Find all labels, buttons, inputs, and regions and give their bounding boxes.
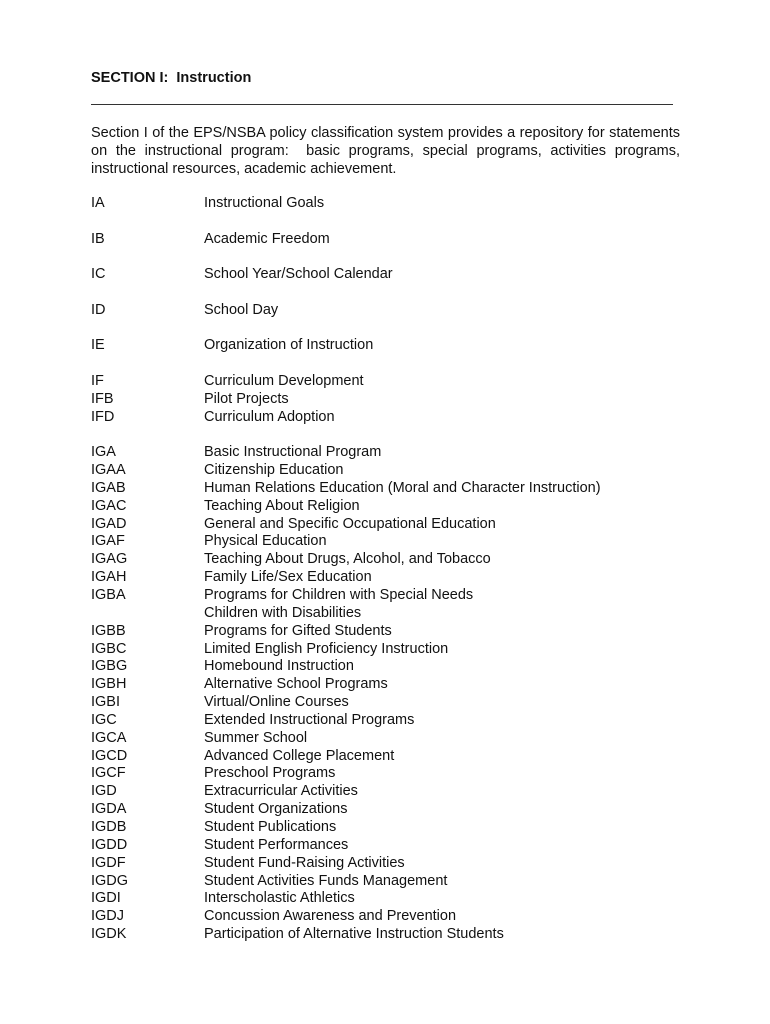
policy-group <box>91 444 711 944</box>
policy-title: Extracurricular Activities <box>204 783 358 800</box>
policy-title: Family Life/Sex Education <box>204 569 372 586</box>
policy-title: Limited English Proficiency Instruction <box>204 640 449 657</box>
policy-row <box>91 231 711 249</box>
policy-title: Student Organizations <box>204 801 348 818</box>
policy-row <box>91 498 711 516</box>
policy-title: Extended Instructional Programs <box>204 711 415 728</box>
policy-code: IGDK <box>91 926 127 943</box>
policy-title: School Day <box>204 301 279 318</box>
policy-code: IGDI <box>91 890 121 907</box>
policy-code: IGC <box>91 711 117 728</box>
policy-row <box>91 658 711 676</box>
policy-title: Homebound Instruction <box>204 658 354 675</box>
policy-code: IB <box>91 230 105 247</box>
policy-code: IGAA <box>91 462 126 479</box>
policy-title: Student Activities Funds Management <box>204 872 448 889</box>
policy-group <box>91 231 711 249</box>
policy-title: Interscholastic Athletics <box>204 890 355 907</box>
policy-row <box>91 302 711 320</box>
policy-title: Alternative School Programs <box>204 676 388 693</box>
policy-title: Physical Education <box>204 533 327 550</box>
policy-row <box>91 801 711 819</box>
policy-code: IFB <box>91 390 114 407</box>
policy-row <box>91 373 711 391</box>
policy-title: Student Fund-Raising Activities <box>204 854 405 871</box>
policy-title: Instructional Goals <box>204 195 325 211</box>
policy-row <box>91 533 711 551</box>
policy-title: Pilot Projects <box>204 390 289 407</box>
policy-title: Student Publications <box>204 818 337 835</box>
policy-row <box>91 195 711 213</box>
policy-row <box>91 855 711 873</box>
policy-code: IGD <box>91 783 117 800</box>
policy-title: Citizenship Education <box>204 462 344 479</box>
policy-code-list <box>91 195 711 962</box>
policy-code: IGCA <box>91 729 127 746</box>
policy-row <box>91 409 711 427</box>
policy-title: Participation of Alternative Instruction Students <box>204 926 504 943</box>
policy-code: IGDB <box>91 818 127 835</box>
policy-title: Human Relations Education (Moral and Character Instruction) <box>204 479 601 496</box>
policy-title: Virtual/Online Courses <box>204 694 349 711</box>
policy-row <box>91 391 711 409</box>
policy-title: Preschool Programs <box>204 765 336 782</box>
policy-code: IGDJ <box>91 908 125 925</box>
policy-group <box>91 195 711 213</box>
policy-code: IF <box>91 372 104 389</box>
policy-title: Programs for Gifted Students <box>204 622 392 639</box>
policy-title: Teaching About Religion <box>204 497 360 514</box>
policy-title: Children with Disabilities <box>204 604 362 621</box>
policy-row <box>91 890 711 908</box>
policy-code: IGDF <box>91 854 126 871</box>
policy-title: General and Specific Occupational Education <box>204 515 496 532</box>
policy-code: IGBB <box>91 622 126 639</box>
policy-code: IGDA <box>91 801 127 818</box>
policy-code: IGAG <box>91 551 128 568</box>
policy-row <box>91 623 711 641</box>
policy-row <box>91 783 711 801</box>
policy-code: ID <box>91 301 106 318</box>
policy-row <box>91 765 711 783</box>
policy-code: IGAD <box>91 515 127 532</box>
policy-title: Advanced College Placement <box>204 747 395 764</box>
policy-row <box>91 337 711 355</box>
policy-row <box>91 569 711 587</box>
policy-code: IGAC <box>91 497 127 514</box>
policy-code: IGBH <box>91 676 127 693</box>
policy-row <box>91 819 711 837</box>
policy-group <box>91 302 711 320</box>
policy-row <box>91 462 711 480</box>
policy-code: IGA <box>91 444 116 461</box>
policy-code: IGDG <box>91 872 129 889</box>
policy-code: IGBA <box>91 587 126 603</box>
policy-code: IGDD <box>91 836 128 853</box>
policy-row <box>91 266 711 284</box>
policy-code <box>91 605 204 623</box>
policy-row <box>91 730 711 748</box>
policy-title: School Year/School Calendar <box>204 266 393 283</box>
policy-code: IGCF <box>91 765 126 782</box>
title-divider <box>91 104 673 105</box>
policy-code: IE <box>91 337 105 354</box>
policy-title: Curriculum Adoption <box>204 408 335 425</box>
policy-row <box>91 837 711 855</box>
policy-title: Summer School <box>204 729 308 746</box>
section-intro-paragraph: Section I of the EPS/NSBA policy classification system provides a repository for statements on the instructional program: basic programs, special programs, activities programs, instructional resources, academic achievement. <box>91 125 685 177</box>
policy-code: IGBG <box>91 658 128 675</box>
policy-code: IGAH <box>91 569 127 586</box>
policy-row <box>91 551 711 569</box>
policy-code: IGCD <box>91 747 128 764</box>
policy-code: IA <box>91 195 105 211</box>
section-title: SECTION I: Instruction <box>91 70 252 86</box>
policy-group <box>91 266 711 284</box>
policy-code: IGBC <box>91 640 127 657</box>
policy-group <box>91 337 711 355</box>
policy-code: IGAB <box>91 479 126 496</box>
policy-title: Teaching About Drugs, Alcohol, and Tobacco <box>204 551 491 568</box>
policy-title: Curriculum Development <box>204 372 364 389</box>
policy-row <box>91 516 711 534</box>
policy-title: Programs for Children with Special Needs <box>204 587 474 603</box>
policy-code: IC <box>91 266 106 283</box>
policy-title: Concussion Awareness and Prevention <box>204 908 457 925</box>
policy-row <box>91 712 711 730</box>
policy-row <box>91 480 711 498</box>
policy-title: Basic Instructional Program <box>204 444 382 461</box>
policy-row <box>91 694 711 712</box>
policy-title: Academic Freedom <box>204 230 330 247</box>
policy-row <box>91 873 711 891</box>
policy-code: IFD <box>91 408 115 425</box>
policy-row <box>91 587 711 605</box>
policy-row <box>91 676 711 694</box>
policy-row <box>91 748 711 766</box>
policy-code: IGBI <box>91 694 121 711</box>
policy-title: Organization of Instruction <box>204 337 374 354</box>
policy-group <box>91 373 711 427</box>
policy-title: Student Performances <box>204 836 349 853</box>
policy-row <box>91 444 711 462</box>
policy-row <box>91 605 711 623</box>
policy-row <box>91 641 711 659</box>
policy-row <box>91 926 711 944</box>
policy-code: IGAF <box>91 533 125 550</box>
policy-row <box>91 908 711 926</box>
